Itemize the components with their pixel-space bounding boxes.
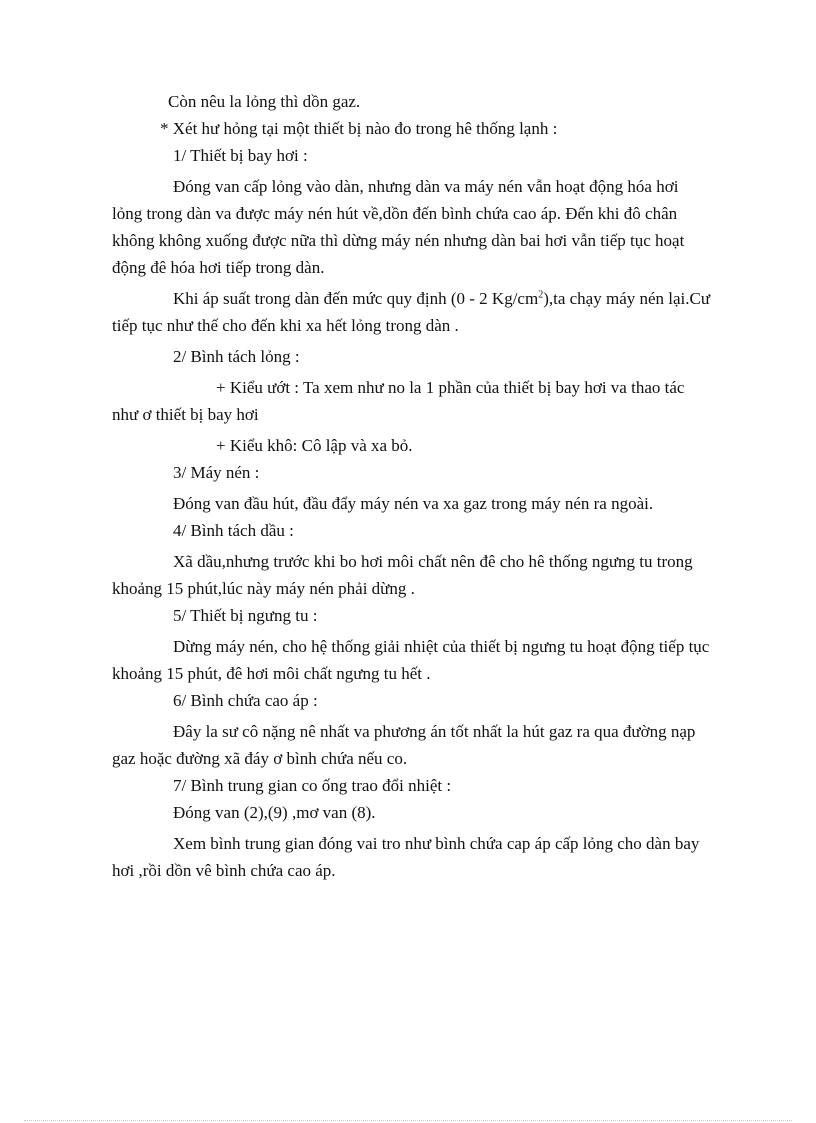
para-pressure-part1: Khi áp suất trong dàn đến mức quy định (0 - 2 Kg/cm [173, 289, 539, 308]
para-oil-separator: Xã dầu,nhưng trước khi bo hơi môi chất nên đê cho hê thống ngưng tu trong khoảng 15 phút,lúc này máy nén phải dừng . [112, 552, 693, 598]
heading-intermediate-vessel: 7/ Bình trung gian co ống trao đổi nhiệt : [173, 776, 452, 795]
line-intro: Còn nêu la lỏng thì dồn gaz. [168, 92, 361, 111]
para-receiver: Đây la sư cô nặng nê nhất va phương án tốt nhất la hút gaz ra qua đường nạp gaz hoặc đường xã đáy ơ bình chứa nếu co. [112, 722, 696, 768]
para-pressure [112, 285, 712, 339]
para-dry-type: + Kiểu khô: Cô lập và xa bỏ. [216, 436, 413, 455]
heading-condenser: 5/ Thiết bị ngưng tu : [173, 606, 318, 625]
para-wet-type: + Kiểu ướt : Ta xem như no la 1 phần của thiết bị bay hơi va thao tác như ơ thiết bị bay hơi [112, 378, 685, 424]
heading-liquid-separator: 2/ Bình tách lỏng : [173, 347, 300, 366]
para-pressure-part2: ),ta chạy máy nén lại.Cư tiếp tục như thế cho đến khi xa hết lỏng trong dàn . [112, 289, 711, 335]
para-intermediate-vessel: Xem bình trung gian đóng vai tro như bình chứa cap áp cấp lỏng cho dàn bay hơi ,rồi dồn vê bình chứa cao áp. [112, 834, 700, 880]
para-compressor: Đóng van đầu hút, đầu đẩy máy nén va xa gaz trong máy nén ra ngoài. [173, 494, 654, 513]
para-evaporator: Đóng van cấp lỏng vào dàn, nhưng dàn va máy nén vẫn hoạt động hóa hơi lỏng trong dàn va được máy nén hút về,dồn đến bình chứa cao áp. Đến khi đô chân không không xuống được nữa thì dừng máy nén nhưng dàn bai hơi vẫn tiếp tục hoạt động đê hóa hơi tiếp trong dàn. [112, 177, 685, 277]
heading-compressor: 3/ Máy nén : [173, 463, 260, 482]
superscript-2: 2 [538, 289, 544, 301]
heading-evaporator: 1/ Thiết bị bay hơi : [173, 146, 308, 165]
line-section-heading: * Xét hư hỏng tại một thiết bị nào đo trong hê thống lạnh : [160, 119, 558, 138]
document-body [112, 88, 712, 884]
heading-oil-separator: 4/ Bình tách dầu : [173, 521, 294, 540]
para-valves: Đóng van (2),(9) ,mơ van (8). [173, 803, 376, 822]
heading-receiver: 6/ Bình chứa cao áp : [173, 691, 318, 710]
page-bottom-dotted-line [24, 1120, 792, 1121]
para-condenser: Dừng máy nén, cho hệ thống giải nhiệt của thiết bị ngưng tu hoạt động tiếp tục khoảng 15 phút, đê hơi môi chất ngưng tu hết . [112, 637, 710, 683]
